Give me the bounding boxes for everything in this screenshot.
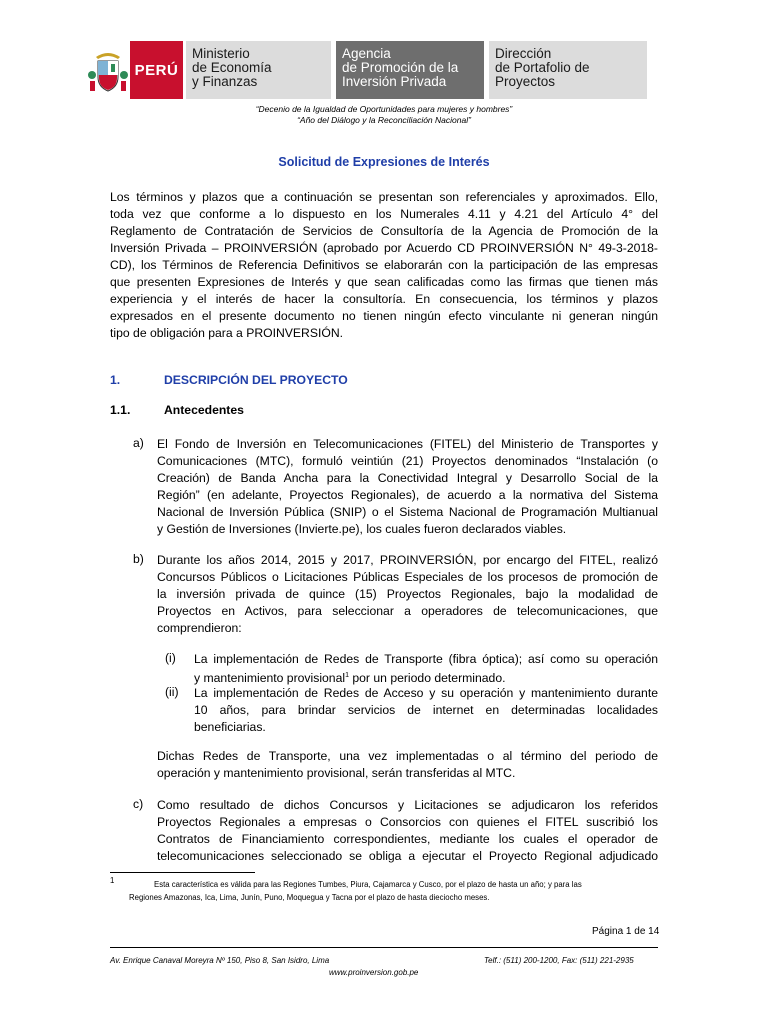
ministerio-block: [186, 41, 331, 99]
section-1-1-number: 1.1.: [110, 403, 131, 417]
section-1-title: DESCRIPCIÓN DEL PROYECTO: [164, 373, 348, 387]
agencia-line: de Promoción de la: [342, 60, 459, 75]
agencia-block: [336, 41, 484, 99]
item-c-line: Contratos de Financiamiento correspondientes, mediante los cuales el operador de: [157, 832, 658, 846]
section-1-number: 1.: [110, 373, 121, 387]
dichas-line: operación y mantenimiento provisional, serán transferidas al MTC.: [157, 766, 516, 780]
page-number: Página 1 de 14: [592, 926, 660, 937]
item-b-line: Concursos Públicos o Licitaciones Públicas Especiales de los procesos de promoción de: [157, 570, 658, 584]
sub-i-text: y mantenimiento provisional: [194, 671, 346, 686]
footnote-separator: [110, 872, 255, 873]
sub-i-text: por un periodo determinado.: [348, 671, 506, 686]
footer-website: www.proinversion.gob.pe: [329, 968, 419, 977]
ministerio-line: de Economía: [192, 60, 272, 75]
item-a-marker: a): [133, 436, 144, 450]
footnote-line: Regiones Amazonas, Ica, Lima, Junín, Puno, Moquegua y Tacna por el plazo de hasta dieciocho meses.: [129, 893, 490, 902]
item-b-marker: b): [133, 552, 144, 566]
sub-i-line: La implementación de Redes de Transporte (fibra óptica); así como su operación: [194, 652, 658, 666]
item-a-line: Comunicaciones (MTC), formuló veintiún (21) Proyectos denominados “Instalación (o: [157, 454, 658, 468]
item-c-line: telecomunicaciones seleccionado se obliga a ejecutar el Proyecto Regional adjudicado: [157, 849, 658, 863]
footnote-number: 1: [110, 876, 115, 885]
item-b-line: Durante los años 2014, 2015 y 2017, PROINVERSIÓN, por encargo del FITEL, realizó: [157, 553, 658, 567]
sub-i-marker: (i): [165, 651, 176, 665]
motto-decenio: “Decenio de la Igualdad de Oportunidades para mujeres y hombres”: [255, 104, 513, 114]
footer-phone: Telf.: (511) 200-1200, Fax: (511) 221-2935: [484, 956, 634, 965]
intro-line: toda vez que conforme a lo dispuesto en los Numerales 4.11 y 4.21 del Artículo 4° del: [110, 207, 658, 221]
footnote-line: Esta característica es válida para las Regiones Tumbes, Piura, Cajamarca y Cusco, por el plazo de hasta un año; y para las: [154, 880, 582, 889]
sub-ii-line: La implementación de Redes de Acceso y su operación y mantenimiento durante: [194, 686, 658, 700]
sub-ii-marker: (ii): [165, 685, 179, 699]
item-c-line: Como resultado de dichos Concursos y Licitaciones se adjudicaron los referidos: [157, 798, 658, 812]
item-c-line: Proyectos Regionales a empresas o Consorcios con quienes el FITEL suscribió los: [157, 815, 658, 829]
item-b-line: comprendieron:: [157, 621, 242, 635]
header-logos: [86, 41, 647, 99]
intro-line: que presenten Expresiones de Interés y que sean calificadas como las firmas que tienen más: [110, 275, 658, 289]
agencia-line: Inversión Privada: [342, 74, 447, 89]
sub-i-line-2: [194, 668, 506, 686]
item-c-marker: c): [133, 797, 144, 811]
direccion-line: de Portafolio de: [495, 60, 590, 75]
intro-line: Los términos y plazos que a continuación se presentan son referenciales y aproximados. Ello,: [110, 190, 658, 204]
item-a-line: Creación) de Banda Ancha para la Conectividad Integral y Desarrollo Social de la: [157, 471, 658, 485]
ministerio-line: y Finanzas: [192, 74, 258, 89]
sub-ii-line: beneficiarias.: [194, 720, 266, 734]
intro-line: experiencia y el interés de hacer la consultoría. En consecuencia, los términos y plazos: [110, 292, 658, 306]
footer-address: Av. Enrique Canaval Moreyra Nº 150, Piso 8, San Isidro, Lima: [110, 956, 330, 965]
intro-line: expresados en el presente documento no tienen ningún efecto vinculante ni generan ningún: [110, 309, 658, 323]
peru-label: PERÚ: [130, 41, 183, 99]
motto-anio: “Año del Diálogo y la Reconciliación Nacional”: [297, 115, 471, 125]
direccion-block: [489, 41, 647, 99]
item-a-line: Región” (en adelante, Proyectos Regionales), de acuerdo a la normativa del Sistema: [157, 488, 658, 502]
intro-line: CD), los Términos de Referencia Definitivos se elaborarán con la participación de las empresas: [110, 258, 658, 272]
item-a-line: El Fondo de Inversión en Telecomunicaciones (FITEL) del Ministerio de Transportes y: [157, 437, 658, 451]
item-a-line: Nacional de Inversión Pública (SNIP) o el Sistema Nacional de Programación Multianual: [157, 505, 658, 519]
item-b-line: la inversión privada de quince (15) Proyectos Regionales, bajo la modalidad de: [157, 587, 658, 601]
ministerio-line: Ministerio: [192, 46, 250, 61]
section-1-1-title: Antecedentes: [164, 403, 244, 417]
item-a-line: y Gestión de Inversiones (Invierte.pe), los cuales fueron declarados viables.: [157, 522, 567, 536]
sub-ii-line: 10 años, para brindar servicios de internet en determinadas localidades: [194, 703, 658, 717]
intro-line: tipo de obligación para a PROINVERSIÓN.: [110, 326, 344, 340]
dichas-line: Dichas Redes de Transporte, una vez implementadas o al término del periodo de: [157, 749, 658, 763]
document-title: Solicitud de Expresiones de Interés: [278, 155, 490, 169]
direccion-line: Proyectos: [495, 74, 556, 89]
agencia-line: Agencia: [342, 46, 391, 61]
intro-line: Inversión Privada – PROINVERSIÓN (aprobado por Acuerdo CD PROINVERSIÓN N° 49-3-2018-: [110, 241, 658, 255]
footer-separator: [110, 947, 658, 948]
item-b-line: Proyectos en Activos, para seleccionar a operadores de telecomunicaciones, que: [157, 604, 658, 618]
peru-coat-of-arms-icon: [86, 41, 130, 99]
intro-line: Reglamento de Contratación de Servicios de Consultoría de la Agencia de Promoción de la: [110, 224, 658, 238]
footnote-ref: 1: [345, 672, 349, 679]
direccion-line: Dirección: [495, 46, 552, 61]
